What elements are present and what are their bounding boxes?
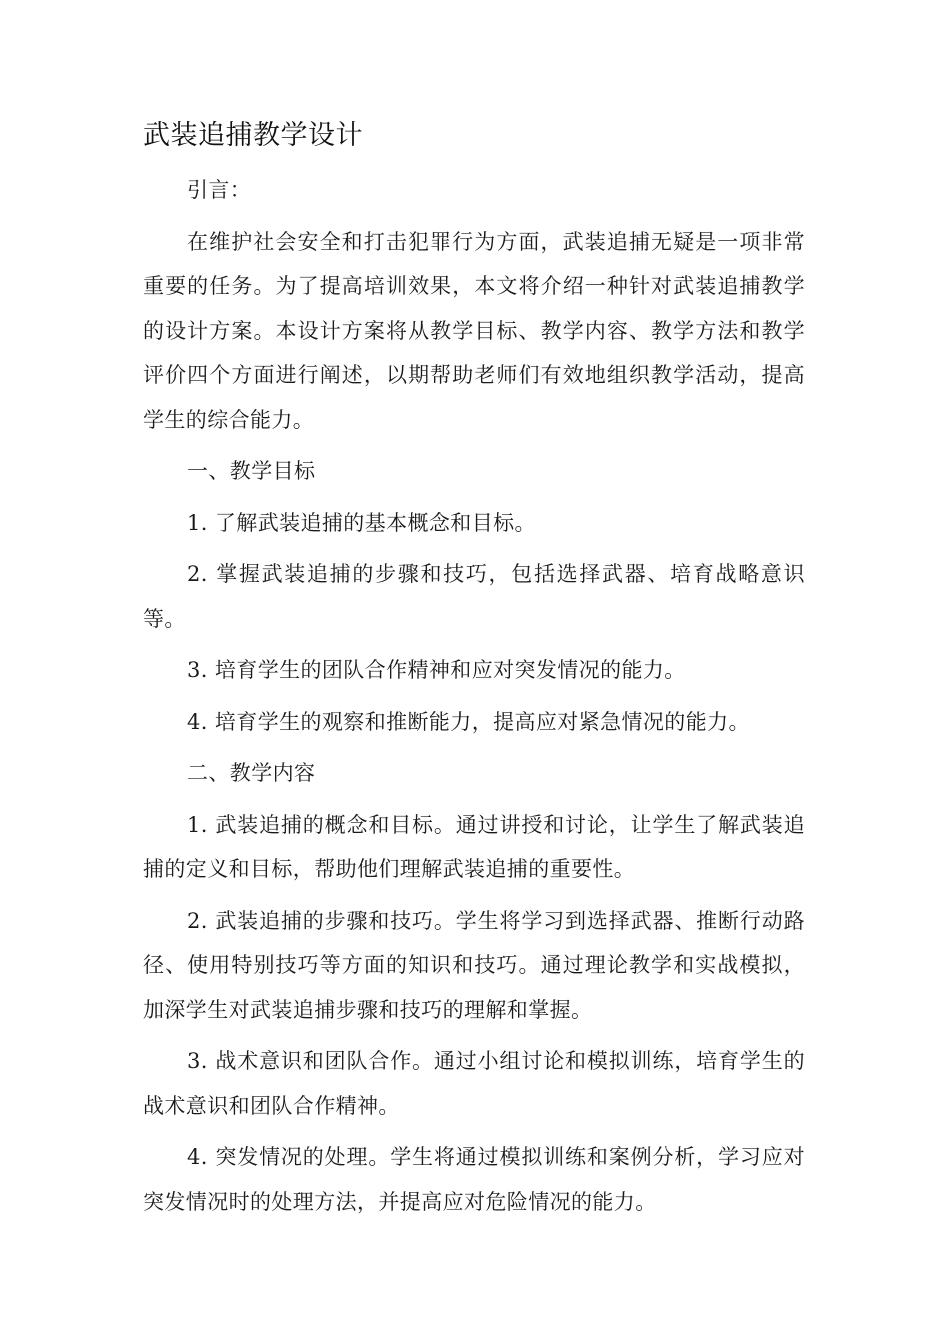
section-heading-content: 二、教学内容 xyxy=(187,761,316,785)
content-item: 2. 武装追捕的步骤和技巧。学生将学习到选择武器、推断行动路径、使用特别技巧等方面的知识和技巧。通过理论教学和实战模拟，加深学生对武装追捕步骤和技巧的理解和掌握。 xyxy=(143,908,805,1022)
document-title: 武装追捕教学设计 xyxy=(143,120,363,151)
document-body xyxy=(143,110,805,1231)
objective-item: 3. 培育学生的团队合作精神和应对突发情况的能力。 xyxy=(187,658,686,682)
objective-item: 2. 掌握武装追捕的步骤和技巧，包括选择武器、培育战略意识等。 xyxy=(143,562,805,631)
intro-label: 引言： xyxy=(187,178,252,202)
content-item: 3. 战术意识和团队合作。通过小组讨论和模拟训练，培育学生的战术意识和团队合作精神。 xyxy=(143,1049,805,1118)
content-item: 4. 突发情况的处理。学生将通过模拟训练和案例分析，学习应对突发情况时的处理方法，并提高应对危险情况的能力。 xyxy=(143,1145,805,1214)
content-item: 1. 武装追捕的概念和目标。通过讲授和讨论，让学生了解武装追捕的定义和目标，帮助他们理解武装追捕的重要性。 xyxy=(143,812,805,881)
objective-item: 4. 培育学生的观察和推断能力，提高应对紧急情况的能力。 xyxy=(187,709,750,734)
section-heading-objectives: 一、教学目标 xyxy=(187,459,316,483)
intro-paragraph: 在维护社会安全和打击犯罪行为方面，武装追捕无疑是一项非常重要的任务。为了提高培训效果，本文将介绍一种针对武装追捕教学的设计方案。本设计方案将从教学目标、教学内容、教学方法和教学评价四个方面进行阐述，以期帮助老师们有效地组织教学活动，提高学生的综合能力。 xyxy=(143,229,805,432)
objective-item: 1. 了解武装追捕的基本概念和目标。 xyxy=(187,510,536,535)
